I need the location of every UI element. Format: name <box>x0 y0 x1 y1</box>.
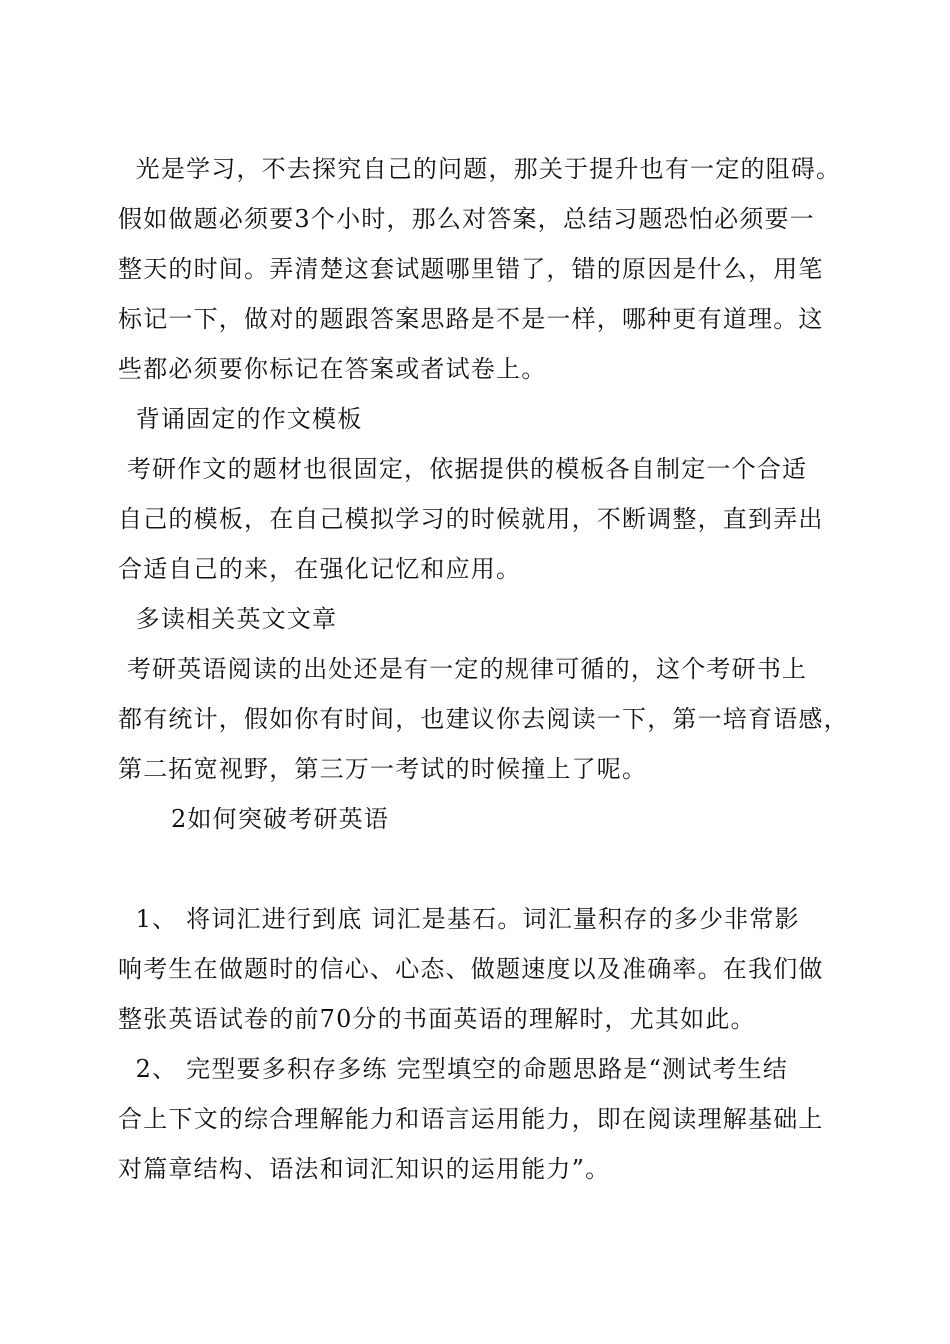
paragraph-line: 整天的时间。弄清楚这套试题哪里错了，错的原因是什么，用笔 <box>118 255 824 283</box>
list-item-line: 响考生在做题时的信心、心态、做题速度以及准确率。在我们做 <box>118 955 824 983</box>
paragraph-line: 合适自己的来，在强化记忆和应用。 <box>118 555 522 583</box>
list-item-line: 1、 将词汇进行到底 词汇是基石。词汇量积存的多少非常影 <box>118 905 800 933</box>
list-item-line: 合上下文的综合理解能力和语言运用能力，即在阅读理解基础上 <box>118 1105 824 1133</box>
section-heading: 多读相关英文文章 <box>118 605 338 633</box>
section-heading: 2如何突破考研英语 <box>118 805 390 833</box>
list-item-line: 整张英语试卷的前70分的书面英语的理解时，尤其如此。 <box>118 1005 756 1033</box>
paragraph-line: 第二拓宽视野，第三万一考试的时候撞上了呢。 <box>118 755 648 783</box>
list-item-line: 2、 完型要多积存多练 完型填空的命题思路是“测试考生结 <box>118 1055 789 1083</box>
paragraph-line: 光是学习，不去探究自己的问题，那关于提升也有一定的阻碍。 <box>118 155 842 183</box>
paragraph-line: 假如做题必须要3个小时，那么对答案，总结习题恐怕必须要一 <box>118 205 815 233</box>
list-item-line: 对篇章结构、语法和词汇知识的运用能力”。 <box>118 1155 611 1183</box>
section-heading: 背诵固定的作文模板 <box>118 405 363 433</box>
paragraph-line: 标记一下，做对的题跟答案思路是不是一样，哪种更有道理。这 <box>118 305 824 333</box>
paragraph-line: 考研作文的题材也很固定，依据提供的模板各自制定一个合适 <box>118 455 808 483</box>
paragraph-line: 些都必须要你标记在答案或者试卷上。 <box>118 355 547 383</box>
paragraph-line: 考研英语阅读的出处还是有一定的规律可循的，这个考研书上 <box>118 655 808 683</box>
paragraph-line: 自己的模板，在自己模拟学习的时候就用，不断调整，直到弄出 <box>118 505 824 533</box>
paragraph-line: 都有统计，假如你有时间，也建议你去阅读一下，第一培育语感， <box>118 705 849 733</box>
